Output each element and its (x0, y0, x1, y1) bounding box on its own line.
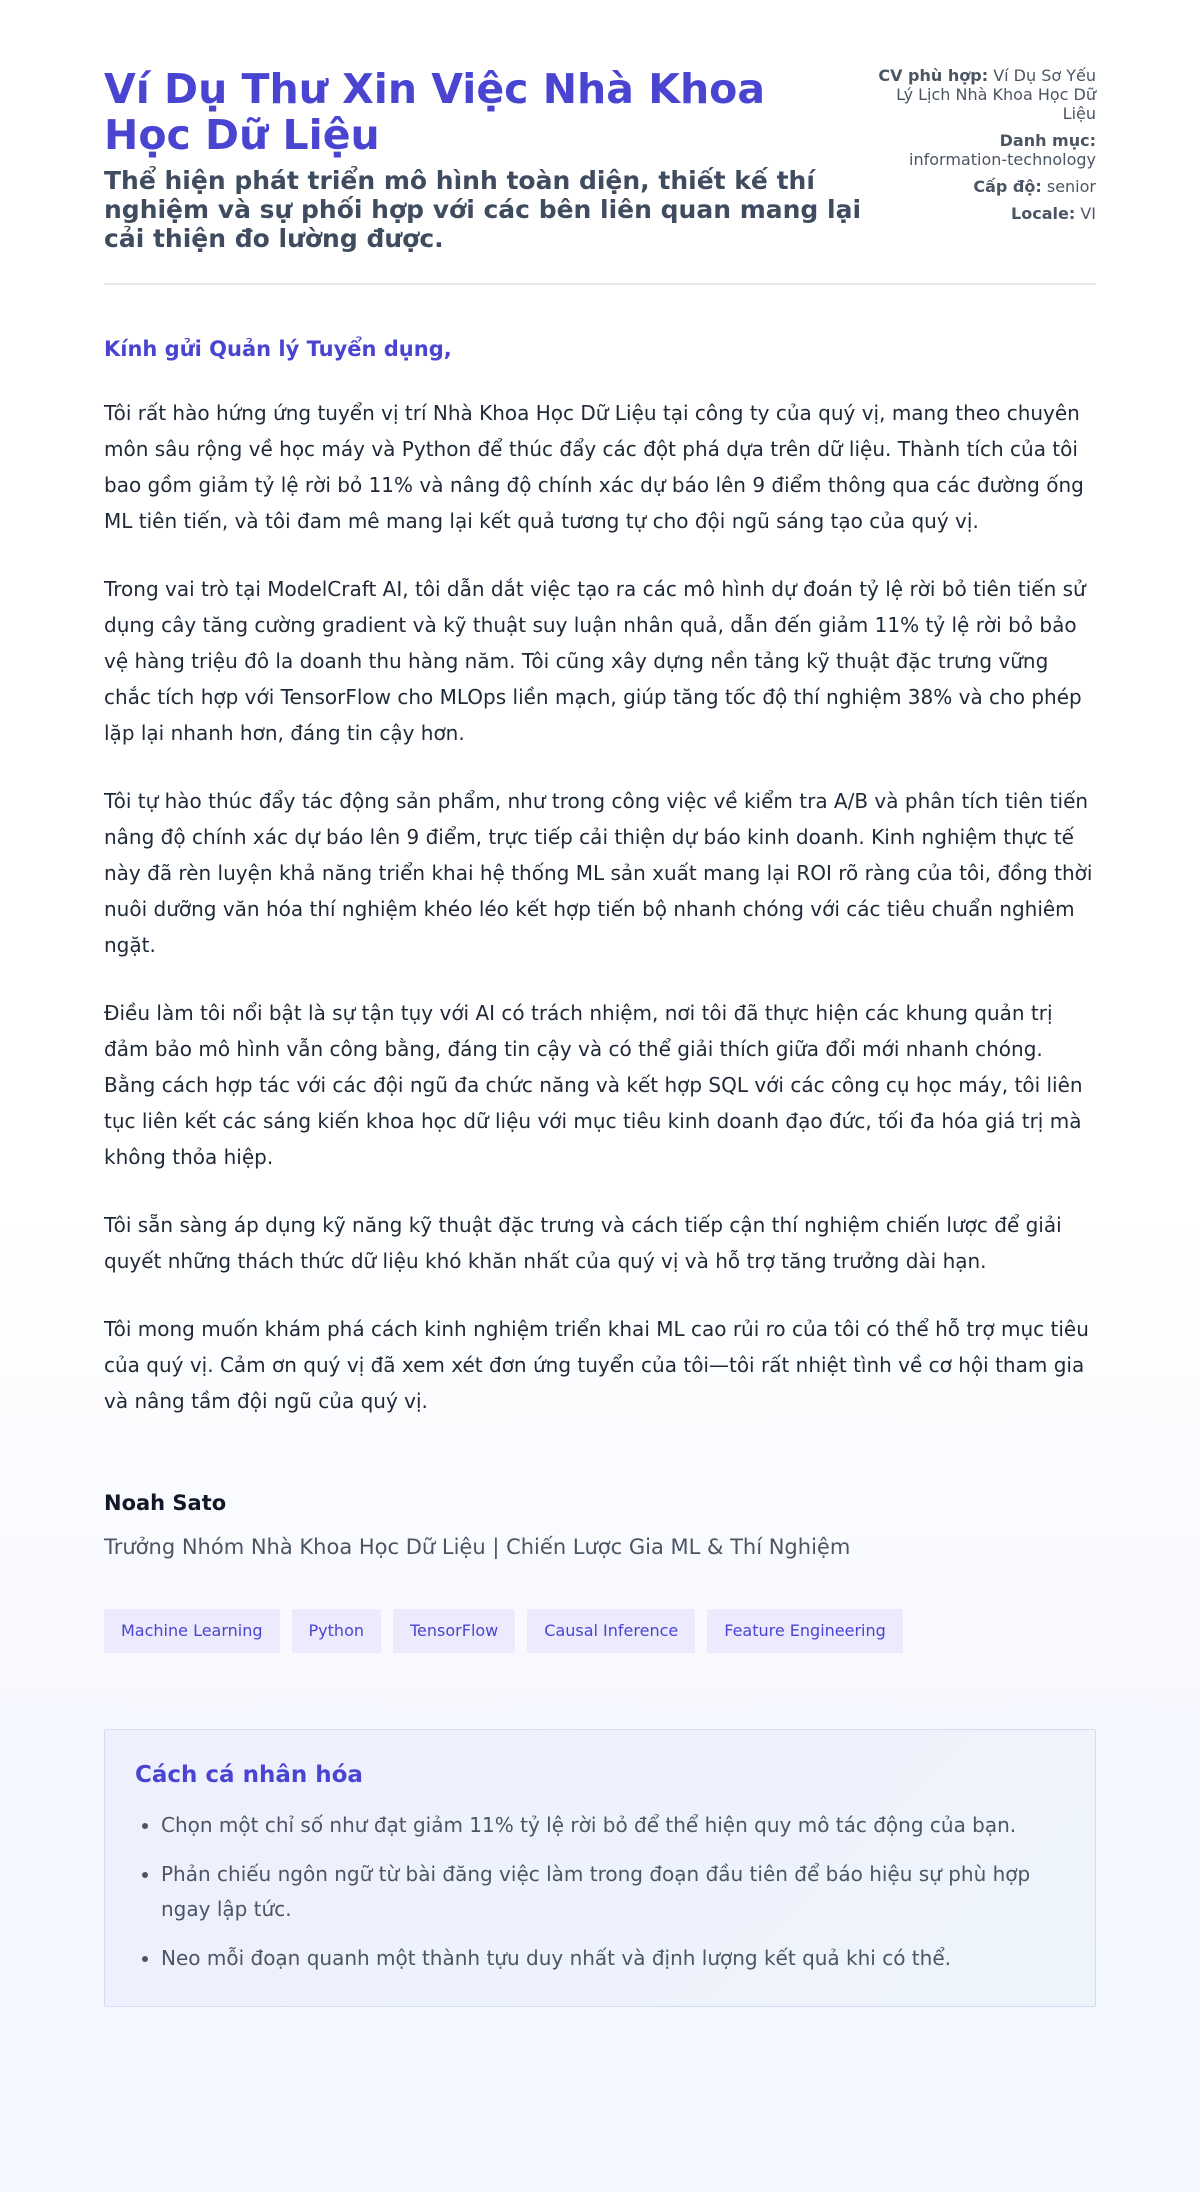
meta-locale-label: Locale: (1011, 204, 1076, 223)
salutation: Kính gửi Quản lý Tuyển dụng, (104, 337, 452, 361)
meta-cv (876, 66, 1096, 123)
header-divider (104, 283, 1096, 285)
letter-paragraph: Tôi rất hào hứng ứng tuyển vị trí Nhà Khoa Học Dữ Liệu tại công ty của quý vị, mang theo chuyên môn sâu rộng về học máy và Python để thúc đẩy các đột phá dựa trên dữ liệu. Thành tích của tôi bao gồm giảm tỷ lệ rời bỏ 11% và nâng độ chính xác dự báo lên 9 điểm thông qua các đường ống ML tiên tiến, và tôi đam mê mang lại kết quả tương tự cho đội ngũ sáng tạo của quý vị. (104, 401, 1084, 533)
personalization-tips (104, 1729, 1096, 2007)
tip-item: • Phản chiếu ngôn ngữ từ bài đăng việc làm trong đoạn đầu tiên để báo hiệu sự phù hợp ngay lập tức. (161, 1857, 1065, 1927)
tip-item: • Chọn một chỉ số như đạt giảm 11% tỷ lệ rời bỏ để thể hiện quy mô tác động của bạn. (161, 1808, 1065, 1843)
signer-title: Trưởng Nhóm Nhà Khoa Học Dữ Liệu | Chiến Lược Gia ML & Thí Nghiệm (104, 1535, 851, 1559)
skill-tag: Python (292, 1609, 381, 1653)
letter-paragraph: Tôi sẵn sàng áp dụng kỹ năng kỹ thuật đặc trưng và cách tiếp cận thí nghiệm chiến lược để giải quyết những thách thức dữ liệu khó khăn nhất của quý vị và hỗ trợ tăng trưởng dài hạn. (104, 1213, 1062, 1273)
letter-paragraph: Tôi mong muốn khám phá cách kinh nghiệm triển khai ML cao rủi ro của tôi có thể hỗ trợ mục tiêu của quý vị. Cảm ơn quý vị đã xem xét đơn ứng tuyển của tôi—tôi rất nhiệt tình về cơ hội tham gia và nâng tầm đội ngũ của quý vị. (104, 1317, 1089, 1413)
meta-category-value: information-technology (909, 150, 1096, 169)
meta-level-label: Cấp độ: (973, 177, 1042, 196)
signer-name: Noah Sato (104, 1491, 227, 1515)
skill-tag: Feature Engineering (707, 1609, 903, 1653)
meta-category (876, 131, 1096, 169)
skill-tag: TensorFlow (393, 1609, 515, 1653)
meta-level (876, 177, 1096, 196)
tip-item: • Neo mỗi đoạn quanh một thành tựu duy nhất và định lượng kết quả khi có thể. (161, 1941, 1065, 1976)
meta-cv-label: CV phù hợp: (878, 66, 989, 85)
letter-paragraph: Tôi tự hào thúc đẩy tác động sản phẩm, như trong công việc về kiểm tra A/B và phân tích tiên tiến nâng độ chính xác dự báo lên 9 điểm, trực tiếp cải thiện dự báo kinh doanh. Kinh nghiệm thực tế này đã rèn luyện khả năng triển khai hệ thống ML sản xuất mang lại ROI rõ ràng của tôi, đồng thời nuôi dưỡng văn hóa thí nghiệm khéo léo kết hợp tiến bộ nhanh chóng với các tiêu chuẩn nghiêm ngặt. (104, 789, 1093, 957)
title-block (104, 66, 864, 253)
page-title: Ví Dụ Thư Xin Việc Nhà Khoa Học Dữ Liệu (104, 65, 765, 159)
letter-paragraph: Điều làm tôi nổi bật là sự tận tụy với AI có trách nhiệm, nơi tôi đã thực hiện các khung quản trị đảm bảo mô hình vẫn công bằng, đáng tin cậy và có thể giải thích giữa đổi mới nhanh chóng. Bằng cách hợp tác với các đội ngũ đa chức năng và kết hợp SQL với các công cụ học máy, tôi liên tục liên kết các sáng kiến khoa học dữ liệu với mục tiêu kinh doanh đạo đức, tối đa hóa giá trị mà không thỏa hiệp. (104, 1001, 1083, 1169)
meta-locale (876, 204, 1096, 223)
meta-locale-value: VI (1080, 204, 1096, 223)
skill-tag: Machine Learning (104, 1609, 280, 1653)
document-header (104, 66, 1096, 253)
tips-list (135, 1808, 1065, 1976)
meta-level-value: senior (1046, 177, 1096, 196)
skill-tags (104, 1609, 1096, 1653)
letter-paragraph: Trong vai trò tại ModelCraft AI, tôi dẫn dắt việc tạo ra các mô hình dự đoán tỷ lệ rời bỏ tiên tiến sử dụng cây tăng cường gradient và kỹ thuật suy luận nhân quả, dẫn đến giảm 11% tỷ lệ rời bỏ bảo vệ hàng triệu đô la doanh thu hàng năm. Tôi cũng xây dựng nền tảng kỹ thuật đặc trưng vững chắc tích hợp với TensorFlow cho MLOps liền mạch, giúp tăng tốc độ thí nghiệm 38% và cho phép lặp lại nhanh hơn, đáng tin cậy hơn. (104, 577, 1086, 745)
meta-panel (876, 66, 1096, 231)
cover-letter-page (104, 0, 1096, 2007)
tips-title: Cách cá nhân hóa (135, 1762, 363, 1788)
meta-cv-value: Ví Dụ Sơ Yếu Lý Lịch Nhà Khoa Học Dữ Liệu (896, 66, 1096, 123)
page-subtitle: Thể hiện phát triển mô hình toàn diện, thiết kế thí nghiệm và sự phối hợp với các bên liên quan mang lại cải thiện đo lường được. (104, 166, 862, 253)
skill-tag: Causal Inference (527, 1609, 695, 1653)
meta-category-label: Danh mục: (999, 131, 1096, 150)
letter-body (104, 335, 1096, 1561)
